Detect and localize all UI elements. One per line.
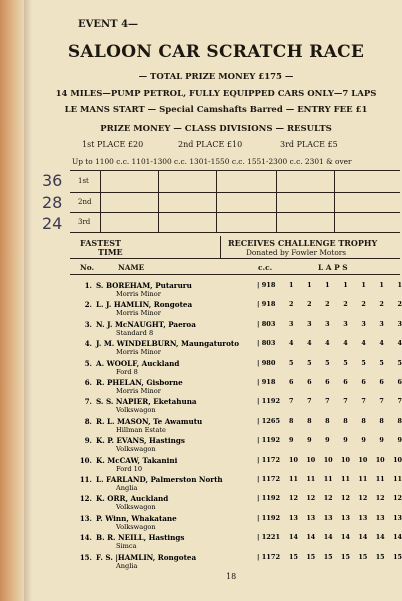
handwritten-2nd: 28	[42, 193, 63, 212]
entrant-cc: | 918	[257, 300, 276, 309]
entrant-name: B. R. NEILL, Hastings	[96, 533, 185, 543]
lap-box: 13	[341, 513, 350, 522]
place-1st-prize: 1st PLACE £20	[82, 140, 144, 149]
lap-box: 4	[289, 339, 294, 348]
lap-box: 8	[361, 416, 366, 425]
lap-box: 6	[307, 378, 312, 386]
entrant-cc: | 918	[257, 378, 276, 386]
entrant-laps	[289, 475, 402, 483]
lap-box: 2	[379, 300, 384, 309]
handwritten-3rd: 24	[42, 214, 63, 233]
lap-box: 10	[358, 455, 368, 464]
lap-box: 1	[361, 281, 366, 289]
entrant-number: 3.	[84, 319, 92, 329]
lap-box: 14	[341, 533, 350, 542]
entrant-number: 12.	[79, 494, 92, 504]
lap-box: 13	[358, 513, 368, 522]
lap-box: 15	[341, 552, 350, 561]
lap-box: 12	[341, 494, 350, 503]
lap-box: 3	[379, 319, 384, 328]
lap-box: 6	[325, 378, 330, 386]
lap-box: 11	[323, 475, 333, 483]
lap-box: 5	[397, 358, 402, 367]
entrant-laps	[289, 436, 402, 444]
lap-box: 1	[379, 281, 384, 289]
entrant-car: Ford 8	[116, 367, 138, 376]
lap-box: 10	[393, 455, 402, 464]
lap-box: 9	[379, 436, 384, 445]
entrant-name: K. P. EVANS, Hastings	[96, 436, 185, 446]
lap-box: 12	[306, 494, 316, 503]
entrant-cc: | 1172	[257, 455, 281, 464]
lap-box: 4	[343, 339, 348, 348]
race-conditions: 14 MILES—PUMP PETROL, FULLY EQUIPPED CARS ONLY—7 LAPS	[55, 89, 377, 99]
entrant-cc: | 980	[257, 358, 276, 367]
entrant-number: 1.	[84, 281, 92, 290]
lap-box: 4	[397, 339, 402, 348]
lap-box: 11	[341, 475, 350, 483]
entrant-cc: | 1192	[257, 494, 281, 503]
entrant-laps	[289, 494, 402, 502]
entrant-number: 2.	[84, 300, 92, 310]
lap-box: 5	[343, 358, 348, 367]
fastest-label: FASTEST	[80, 238, 121, 248]
lap-box: 6	[397, 378, 402, 386]
result-1st-label: 1st	[78, 177, 89, 185]
entrant-cc: | 1192	[257, 436, 281, 445]
lap-box: 8	[289, 416, 294, 425]
column-header-rule	[70, 274, 400, 275]
trophy-label: RECEIVES CHALLENGE TROPHY	[228, 238, 378, 248]
entrant-number: 8.	[84, 416, 92, 426]
lap-box: 8	[397, 416, 402, 425]
entrant-cc: | 1265	[257, 416, 281, 425]
entrant-name: A. WOOLF, Auckland	[96, 358, 180, 368]
entrant-laps	[289, 320, 402, 328]
lap-box: 4	[361, 339, 366, 348]
lap-box: 12	[289, 494, 298, 503]
lap-box: 8	[307, 416, 312, 425]
col-laps: L A P S	[318, 263, 348, 272]
entrant-number: 6.	[84, 378, 92, 387]
lap-box: 6	[379, 378, 384, 386]
entrant-name: R. L. MASON, Te Awamutu	[96, 416, 203, 426]
lap-box: 2	[343, 300, 348, 309]
lap-box: 9	[397, 436, 402, 445]
entrant-name: S. S. NAPIER, Eketahuna	[96, 397, 197, 407]
header-rule	[70, 258, 400, 259]
lap-box: 7	[307, 397, 312, 406]
place-2nd-prize: 2nd PLACE £10	[178, 140, 243, 149]
entrant-car: Morris Minor	[116, 387, 161, 395]
lap-box: 4	[325, 339, 330, 348]
entrant-laps	[289, 378, 402, 386]
entrant-laps	[289, 359, 402, 367]
lap-box: 1	[289, 281, 294, 289]
entrant-car: Morris Minor	[116, 348, 161, 357]
entrant-name: F. S. |HAMLIN, Rongotea	[96, 552, 197, 562]
lap-box: 12	[375, 494, 385, 503]
entrant-car: Volkswagon	[116, 406, 156, 415]
entrant-cc: | 1221	[257, 533, 281, 542]
lap-box: 5	[361, 358, 366, 367]
race-title: SALOON CAR SCRATCH RACE	[67, 42, 365, 62]
entrant-car: Hillman Estate	[116, 425, 166, 434]
start-conditions: LE MANS START — Special Camshafts Barred — ENTRY FEE £1	[64, 105, 368, 115]
lap-box: 12	[358, 494, 368, 503]
lap-box: 1	[343, 281, 348, 289]
lap-box: 13	[375, 513, 385, 522]
entrant-car: Anglia	[116, 561, 138, 570]
prize-divisions: PRIZE MONEY — CLASS DIVISIONS — RESULTS	[100, 124, 332, 134]
lap-box: 2	[361, 300, 366, 309]
entrant-car: Volkswagon	[116, 503, 156, 512]
lap-box: 8	[379, 416, 384, 425]
lap-box: 9	[343, 436, 348, 445]
spine-shadow	[24, 0, 32, 601]
entrant-name: L. J. HAMLIN, Rongotea	[96, 300, 193, 310]
lap-box: 13	[306, 513, 316, 522]
lap-box: 6	[289, 378, 294, 386]
donated-by: Donated by Fowler Motors	[246, 248, 347, 257]
entrant-cc: | 1192	[257, 397, 281, 406]
place-3rd-prize: 3rd PLACE £5	[280, 140, 338, 149]
lap-box: 10	[375, 455, 385, 464]
lap-box: 6	[361, 378, 366, 386]
lap-box: 2	[307, 300, 312, 309]
lap-box: 14	[289, 533, 298, 542]
lap-box: 5	[307, 358, 312, 367]
entrant-number: 13.	[79, 513, 92, 523]
entrant-number: 4.	[84, 339, 92, 349]
entrant-name: P. Winn, Whakatane	[96, 513, 177, 523]
entrant-number: 10.	[79, 455, 92, 465]
entrant-number: 9.	[84, 436, 92, 446]
entrant-laps	[289, 339, 402, 347]
lap-box: 15	[358, 552, 368, 561]
lap-box: 11	[375, 475, 385, 483]
lap-box: 14	[323, 533, 333, 542]
entrant-car: Morris Minor	[116, 290, 161, 298]
lap-box: 1	[325, 281, 330, 289]
lap-box: 9	[325, 436, 330, 445]
book-spine	[0, 0, 24, 601]
lap-box: 3	[343, 319, 348, 328]
lap-box: 10	[306, 455, 316, 464]
lap-box: 10	[323, 455, 333, 464]
lap-box: 14	[358, 533, 368, 542]
entrant-number: 15.	[79, 552, 92, 562]
lap-box: 8	[325, 416, 330, 425]
lap-box: 13	[393, 513, 402, 522]
entrant-name: N. J. McNAUGHT, Paeroa	[96, 319, 196, 329]
event-label: EVENT 4—	[78, 19, 139, 30]
lap-box: 11	[393, 475, 402, 483]
lap-box: 10	[341, 455, 350, 464]
entrant-laps	[289, 397, 402, 405]
lap-box: 2	[289, 300, 294, 309]
lap-box: 7	[325, 397, 330, 406]
table-row	[78, 553, 400, 579]
page-number: 18	[226, 572, 237, 581]
lap-box: 3	[361, 319, 366, 328]
lap-box: 2	[397, 300, 402, 309]
entrant-laps	[289, 300, 402, 308]
col-no: No.	[80, 263, 95, 272]
result-2nd-label: 2nd	[78, 198, 92, 206]
lap-box: 1	[397, 281, 402, 289]
lap-box: 12	[393, 494, 402, 503]
lap-box: 2	[325, 300, 330, 309]
lap-box: 7	[289, 397, 294, 406]
trophy-divider	[220, 236, 221, 258]
entrant-car: Volkswagon	[116, 522, 156, 531]
lap-box: 3	[325, 319, 330, 328]
lap-box: 9	[289, 436, 294, 445]
entrant-cc: | 1192	[257, 513, 281, 522]
lap-box: 9	[361, 436, 366, 445]
lap-box: 4	[307, 339, 312, 348]
entrant-name: S. BOREHAM, Putaruru	[96, 281, 192, 290]
lap-box: 3	[307, 319, 312, 328]
lap-box: 1	[307, 281, 312, 289]
col-name: NAME	[118, 263, 145, 272]
entrant-name: R. PHELAN, Gisborne	[96, 378, 183, 387]
lap-box: 7	[379, 397, 384, 406]
entrant-car: Standard 8	[116, 328, 154, 337]
entrant-number: 11.	[79, 475, 92, 484]
entrant-name: J. M. WINDELBURN, Maungaturoto	[96, 339, 239, 349]
lap-box: 14	[375, 533, 385, 542]
entrant-laps	[289, 456, 402, 464]
lap-box: 15	[375, 552, 385, 561]
entrant-car: Volkswagon	[116, 445, 156, 454]
entrant-laps	[289, 514, 402, 522]
lap-box: 10	[289, 455, 298, 464]
lap-box: 8	[343, 416, 348, 425]
lap-box: 6	[343, 378, 348, 386]
entrant-number: 7.	[84, 397, 92, 407]
lap-box: 11	[306, 475, 316, 483]
lap-box: 11	[289, 475, 298, 483]
lap-box: 3	[289, 319, 294, 328]
lap-box: 5	[325, 358, 330, 367]
entrant-name: K. ORR, Auckland	[96, 494, 169, 504]
entrant-number: 5.	[84, 358, 92, 368]
entrant-car: Morris Minor	[116, 309, 161, 318]
lap-box: 11	[358, 475, 368, 483]
lap-box: 13	[323, 513, 333, 522]
lap-box: 15	[393, 552, 402, 561]
entrant-number: 14.	[79, 533, 92, 543]
lap-box: 14	[306, 533, 316, 542]
lap-box: 5	[289, 358, 294, 367]
prize-money-total: — TOTAL PRIZE MONEY £175 —	[138, 72, 294, 82]
entrant-car: Anglia	[116, 484, 138, 492]
lap-box: 7	[343, 397, 348, 406]
entrant-cc: | 803	[257, 339, 276, 348]
entrant-name: L. FARLAND, Palmerston North	[96, 475, 223, 484]
lap-box: 13	[289, 513, 298, 522]
entrant-laps	[289, 417, 402, 425]
lap-box: 12	[323, 494, 333, 503]
entrant-name: K. McCAW, Takanini	[96, 455, 178, 465]
lap-box: 15	[306, 552, 316, 561]
lap-box: 5	[379, 358, 384, 367]
lap-box: 7	[361, 397, 366, 406]
entrant-cc: | 1172	[257, 475, 281, 483]
entrant-car: Simca	[116, 542, 137, 551]
lap-box: 14	[393, 533, 402, 542]
class-divisions: Up to 1100 c.c. 1101-1300 c.c. 1301-1550 c.c. 1551-2300 c.c. 2301 & over	[72, 157, 352, 166]
col-cc: c.c.	[258, 263, 273, 272]
lap-box: 3	[397, 319, 402, 328]
entrant-laps	[289, 533, 402, 541]
entrant-laps	[289, 553, 402, 561]
lap-box: 7	[397, 397, 402, 406]
entrant-cc: | 803	[257, 319, 276, 328]
lap-box: 4	[379, 339, 384, 348]
result-3rd-label: 3rd	[78, 218, 91, 226]
time-label: TIME	[98, 247, 123, 257]
entrant-laps	[289, 281, 402, 289]
lap-box: 15	[323, 552, 333, 561]
handwritten-1st: 36	[42, 171, 63, 190]
lap-box: 15	[289, 552, 298, 561]
entrant-cc: | 1172	[257, 552, 281, 561]
entrant-car: Ford 10	[116, 464, 143, 473]
entrant-cc: | 918	[257, 281, 276, 289]
lap-box: 9	[307, 436, 312, 445]
